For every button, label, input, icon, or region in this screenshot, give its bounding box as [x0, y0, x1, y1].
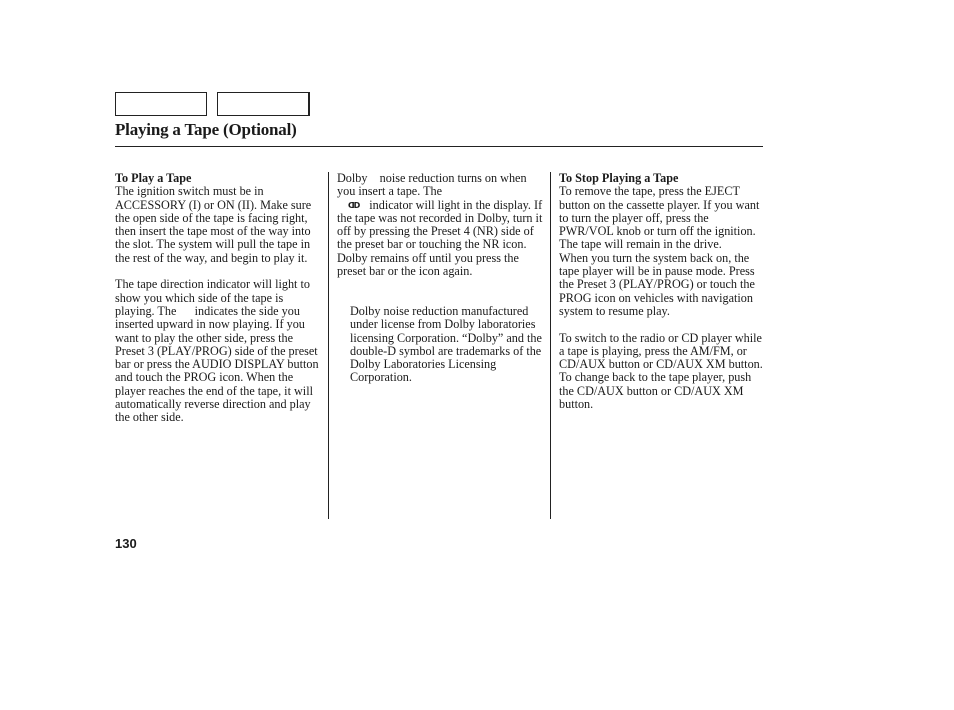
- column-divider-2: [550, 172, 551, 519]
- paragraph-spacer: [337, 292, 543, 305]
- dolby-paragraph-intro: Dolby noise reduction turns on when you insert a tape. The: [337, 171, 530, 199]
- dolby-double-d-icon: ᗡᗞ: [348, 200, 360, 210]
- page-title: Playing a Tape (Optional): [115, 120, 297, 139]
- dolby-paragraph-continued: indicator will light in the display. If the tape was not recorded in Dolby, turn it off by pressing the Preset 4 (NR) side of the preset bar or touching the NR icon. Dolby remains off until you press the preset bar or the icon again.: [337, 197, 543, 279]
- title-divider: [115, 146, 763, 147]
- paragraph-spacer: [559, 318, 764, 331]
- header-tab-box-right: [217, 92, 310, 116]
- column-stop-tape: [559, 172, 764, 411]
- column-play-tape: [115, 172, 321, 425]
- section-heading-stop-tape: To Stop Playing a Tape: [559, 171, 679, 185]
- paragraph-spacer: [337, 278, 543, 291]
- section-heading-play-tape: To Play a Tape: [115, 171, 192, 185]
- dolby-paragraph: [337, 199, 543, 279]
- stop-tape-paragraph-1: To remove the tape, press the EJECT button on the cassette player. If you want to turn the player off, press the PWR/VOL knob or turn off the ignition. The tape will remain in the drive.: [559, 184, 760, 252]
- dolby-trademark-note: Dolby noise reduction manufactured under license from Dolby laboratories licensing Corporation. “Dolby” and the double-D symbol are trademarks of the Dolby Laboratories Licensing Corporation.: [350, 303, 542, 385]
- page-number: 130: [115, 536, 137, 551]
- stop-tape-paragraph-3: To switch to the radio or CD player while a tape is playing, press the AM/FM, or CD/AUX button or CD/AUX XM button. To change back to the tape player, push the CD/AUX button or CD/AUX XM button.: [559, 330, 763, 412]
- play-tape-paragraph-1: The ignition switch must be in ACCESSORY (I) or ON (II). Make sure the open side of the tape is facing right, then insert the tape most of the way into the slot. The system will pull the tape in the rest of the way, and begin to play it.: [115, 184, 312, 265]
- play-tape-paragraph-2: The tape direction indicator will light to show you which side of the tape is playing. The indicates the side you inserted upward in now playing. If you want to play the other side, press the Preset 3 (PLAY/PROG) side of the preset bar or press the AUDIO DISPLAY button and touch the PROG icon. When the player reaches the end of the tape, it will automatically reverse direction and play the other side.: [115, 277, 322, 425]
- column-divider-1: [328, 172, 329, 519]
- paragraph-spacer: [115, 265, 321, 278]
- column-dolby: [337, 172, 543, 385]
- header-tab-box-left: [115, 92, 207, 116]
- stop-tape-paragraph-2: When you turn the system back on, the tape player will be in pause mode. Press the Preset 3 (PLAY/PROG) or touch the PROG icon on vehicles with navigation system to resume play.: [559, 250, 755, 318]
